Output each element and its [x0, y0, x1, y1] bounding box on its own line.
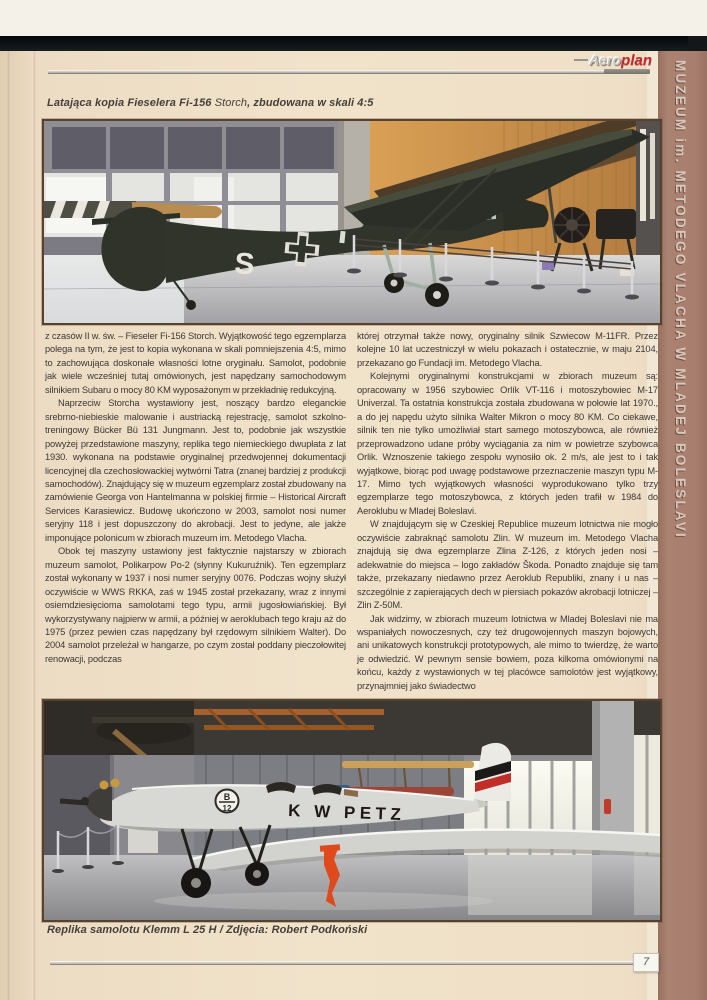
- article-column-right: [357, 330, 658, 702]
- paragraph: której otrzymał także nowy, oryginalny silnik Szwiecow M-11FR. Przez kolejne 10 lat uczestniczył w wielu pokazach i ostatecznie, w maju 2104, przekazano go Fundacji im. Metodego Vlacha.: [357, 331, 658, 368]
- footer-rule: [50, 961, 656, 965]
- header-rule: [48, 70, 640, 74]
- logo-tagline: [604, 69, 650, 74]
- paragraph: Naprzeciw Storcha wystawiony jest, noszący bardzo eleganckie srebrno-niebieskie malowanie i austriacką rejestrację, samolot szkolno-treningowy Bücker Bü 131 Jungmann. Jest to, podobnie jak wszystkie powyżej przedstawione maszyny, replika tego niemieckiego dwupłata z lat 1930. wykonana na podstawie oryginalnej przedwojennej dokumentacji licencyjnej dla czechosłowackiej wytwórni Tatra (znanej bardziej z produkcji samochodów). Znajdujący się w muzeum egzemplarz został zbudowany na zamówienie Georga von Hantelmanna w polskiej firmie – Historical Aircraft Services Karasiewicz. Budowę ukończono w 2003, samolot nosi numer seryjny 118 i jest dopuszczony do akrobacji. Jest to jedyne, ale jakże imponujące polonicum w zbiorach muzeum im. Metodego Vlacha.: [45, 398, 346, 543]
- roundel-number: 12: [222, 804, 232, 813]
- logo-plan: plan: [621, 52, 652, 69]
- page-crease: [33, 51, 36, 1000]
- logo-aero: Aero: [589, 52, 622, 68]
- storch-photo-art: [44, 121, 660, 323]
- fire-extinguisher: [604, 799, 611, 814]
- storch-photo: [42, 119, 662, 325]
- page-number: 7: [633, 953, 659, 972]
- paragraph: W znajdującym się w Czeskiej Republice muzeum lotnictwa nie mogło oczywiście zabraknąć samolotu Zlin. W muzeum im. Metodego Vlacha znajdują się dwa egzemplarze Zlina Z-126, z których jeden nosi – adekwatnie do miejsca – logo zakładów Škoda. Ponadto znajduje się tam także, przekazany niedawno przez Aeroklub Republiki, znany i u nas – szczególnie z zapierających dech w piersiach pokazów akrobacji lotniczej – Zlin Z-50M.: [357, 519, 658, 611]
- storch-code-letter: S: [233, 247, 256, 282]
- page-top-edge: [0, 36, 707, 52]
- photo-caption-bottom: Replika samolotu Klemm L 25 H / Zdjęcia: Robert Podkoński: [47, 924, 368, 936]
- klemm-photo: [42, 699, 662, 922]
- caption-top-bold-start: Latająca kopia Fieselera Fi-156: [47, 97, 215, 109]
- magazine-logo: [560, 52, 652, 74]
- photo-caption-top: [47, 97, 373, 109]
- logo-dash: [574, 59, 588, 61]
- scanner-background: [0, 0, 707, 37]
- spine-title: MUZEUM im. METODEGO VLACHA W MLADEJ BOLESLAVI: [673, 60, 688, 540]
- paragraph: Kolejnymi oryginalnymi konstrukcjami w zbiorach muzeum są: opracowany w 1956 szybowiec Orlík VT-116 i motoszybowiec M-17 Univerzal. Ta ostatnia konstrukcja została zbudowana w połowie lat 1970., a do jej napędu użyto silnika Walter Mikron o mocy 80 KM. Co ciekawe, silnik ten nie tylko umożliwiał start samego motoszybowca, ale również przeprowadzono udane próby wyciągania za nim w powietrze szybowca Orlik. Wznoszenie takiego zespołu wynosiło ok. 2 m/s, ale jest to i tak wyjątkowe, biorąc pod uwagę podstawowe przeznaczenie maszyn typu M-17. Mimo tych wyjątkowych własności wyprodukowano tylko trzy egzemplarze tego motoszybowca, z których jeden trafił w 1984 do Aeroklubu w Mladej Boleslavi.: [357, 371, 658, 516]
- article-column-left: [45, 330, 346, 702]
- paragraph: Jak widzimy, w zbiorach muzeum lotnictwa w Mladej Boleslavi nie ma wspaniałych nowoczesnych, czy też drugowojennych maszyn bojowych, ani unikatowych konstrukcji prototypowych, ale mimo to twierdzę, że warto je odwiedzić. W pewnym sensie bowiem, poza kilkoma omówionymi na końcu, każdy z wystawionych w tej placówce samolotów jest wyjątkowy, przynajmniej jako świadectwo: [357, 613, 658, 691]
- klemm-photo-art: [44, 701, 660, 920]
- paragraph: Obok tej maszyny ustawiony jest faktycznie najstarszy w zbiorach muzeum samolot, Polikarpow Po-2 (słynny Kukuruźnik). Ten egzemplarz został wykonany w 1937 i nosi numer seryjny 0076. Podczas wojny służył oczywiście w WWS RKKA, zaś w 1945 został przekazany, wraz z innymi osiemdziesięcioma samolotami tego typu, armii jugosłowiańskiej. Był wykorzystywany najpierw w armii, a później w aeroklubach tego kraju aż do 1975 (przez pewien czas napędzany był rzędowym silnikiem Walter). Do 2004 samolot przeleżał w hangarze, po czym został poddany pieczołowitej renowacji, podczas: [45, 546, 346, 664]
- paragraph: z czasów II w. św. – Fieseler Fi-156 Storch. Wyjątkowość tego egzemplarza polega na tym, że jest to kopia wykonana w skali pomniejszenia 4:5, mimo to zachowująca doskonałe własności lotne oryginału. Samolot, podobnie jak wiele wcześniej tutaj omówionych, jest napędzany samochodowym silnikiem Subaru o mocy 80 KM wyposażonym w przekładnię redukcyjną.: [45, 331, 346, 395]
- page-crease: [7, 51, 10, 1000]
- caption-top-bold-end: , zbudowana w skali 4:5: [247, 97, 374, 109]
- roundel-letter: B: [223, 792, 231, 802]
- caption-top-plane-name: Storch: [214, 97, 248, 109]
- roundel-b12: [216, 790, 239, 814]
- fuselage-registration-text: K W PETZ: [287, 801, 406, 825]
